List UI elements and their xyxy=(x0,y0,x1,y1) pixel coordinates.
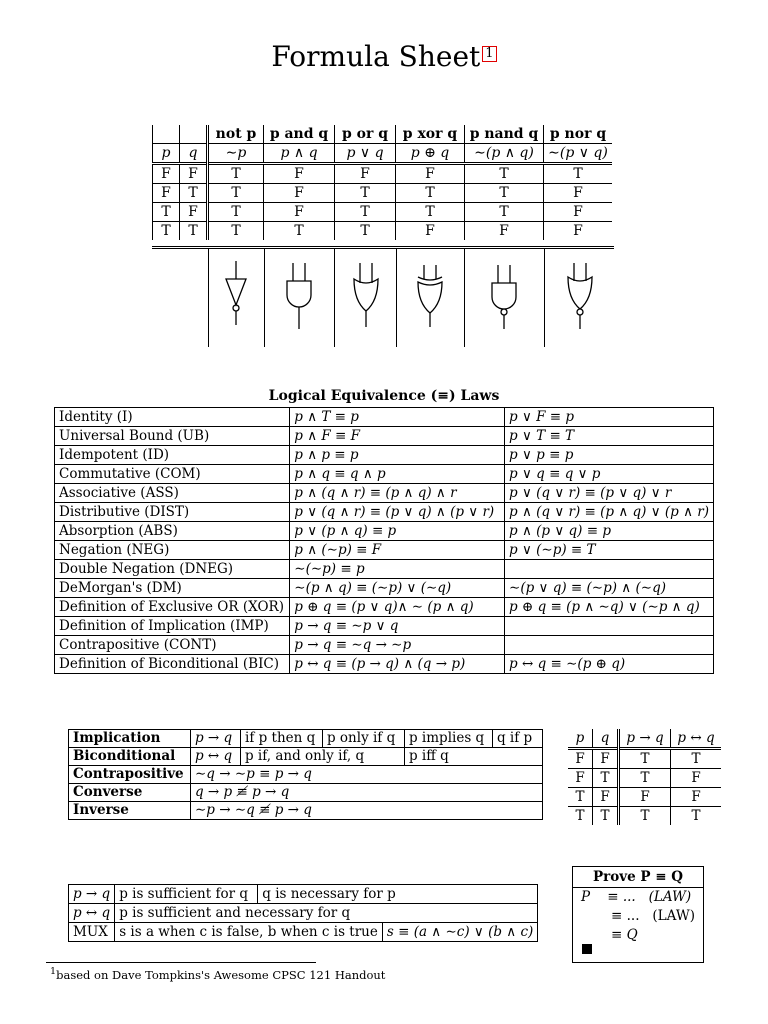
cell: T xyxy=(593,769,619,788)
cell: T xyxy=(208,222,264,241)
cell: p implies q xyxy=(405,730,493,748)
cell: q if p xyxy=(493,730,543,748)
symbol-xor: p ⊕ q xyxy=(396,144,465,164)
var-header-q: q xyxy=(180,144,208,164)
symbol-and: p ∧ q xyxy=(264,144,335,164)
cell: F xyxy=(264,203,335,222)
cell: F xyxy=(264,184,335,203)
law-name: Definition of Implication (IMP) xyxy=(55,617,290,636)
cell: p if, and only if, q xyxy=(241,748,405,766)
page-title: Formula Sheet 1 xyxy=(0,40,768,73)
footnote xyxy=(50,966,385,982)
cell: p is sufficient and necessary for q xyxy=(115,904,538,923)
cell: ∼p → ∼q ≢ p → q xyxy=(191,802,543,820)
law-name: Definition of Exclusive OR (XOR) xyxy=(55,598,290,617)
law-formula: p ∨ (p ∧ q) ≡ p xyxy=(290,522,505,541)
or-gate-icon xyxy=(354,263,378,327)
cell: F xyxy=(691,789,701,805)
cell: T xyxy=(619,769,671,788)
cell: F xyxy=(593,788,619,807)
header-not-p: not p xyxy=(208,125,264,144)
cell: p only if q xyxy=(323,730,405,748)
table-row xyxy=(55,522,714,541)
cell: q is necessary for p xyxy=(258,885,538,904)
cell: T xyxy=(593,807,619,826)
table-row xyxy=(55,408,714,427)
table-row xyxy=(69,730,543,748)
law-name: Contrapositive (CONT) xyxy=(55,636,290,655)
law-name: Idempotent (ID) xyxy=(55,446,290,465)
table-row xyxy=(153,164,613,184)
header-nor: p nor q xyxy=(549,126,607,142)
header-or: p or q xyxy=(335,125,396,144)
cell: MUX xyxy=(69,923,115,942)
cell: F xyxy=(180,203,208,222)
row-label: Implication xyxy=(69,730,191,748)
table-row xyxy=(55,560,714,579)
table-row xyxy=(55,503,714,522)
cell: F xyxy=(396,222,465,241)
cell: F xyxy=(568,769,593,788)
table-row xyxy=(55,579,714,598)
table-row xyxy=(568,807,721,826)
cell: T xyxy=(396,184,465,203)
table-row xyxy=(55,465,714,484)
law-name: DeMorgan's (DM) xyxy=(55,579,290,598)
cell: F xyxy=(568,749,593,769)
law-formula: p → q ≡ ∼p ∨ q xyxy=(290,617,505,636)
truth-table xyxy=(152,125,612,240)
cell: T xyxy=(208,164,264,184)
proof-line: P ≡ ... (LAW) xyxy=(581,889,692,905)
cell: p ↔ q xyxy=(69,904,115,923)
header-implies: p → q xyxy=(619,729,671,749)
cell: F xyxy=(573,223,583,239)
cell: T xyxy=(691,808,701,824)
cell: p → q xyxy=(69,885,115,904)
table-row xyxy=(55,598,714,617)
prove-box xyxy=(572,866,704,963)
law-formula: p ↔ q ≡ ∼(p ⊕ q) xyxy=(505,655,714,674)
table-row xyxy=(69,748,543,766)
row-label: Biconditional xyxy=(69,748,191,766)
cell: F xyxy=(573,204,583,220)
cell: p is sufficient for q xyxy=(115,885,258,904)
table-row xyxy=(568,769,721,788)
law-formula: p ∧ p ≡ p xyxy=(290,446,505,465)
symbol-nand: ∼(p ∧ q) xyxy=(465,144,544,164)
footnote-text: based on Dave Tompkins's Awesome CPSC 121 Handout xyxy=(56,967,386,982)
qed-square-icon xyxy=(582,944,592,954)
cell: F xyxy=(691,770,701,786)
cell: s is a when c is false, b when c is true xyxy=(115,923,383,942)
cell: F xyxy=(396,164,465,184)
law-formula: p ∨ (q ∧ r) ≡ (p ∨ q) ∧ (p ∨ r) xyxy=(290,503,505,522)
table-row xyxy=(55,446,714,465)
law-formula xyxy=(505,560,714,579)
xor-gate-icon xyxy=(418,265,442,327)
law-formula: p ∧ (q ∨ r) ≡ (p ∧ q) ∨ (p ∧ r) xyxy=(505,503,714,522)
cell: T xyxy=(465,184,544,203)
law-formula: p ∧ (q ∧ r) ≡ (p ∧ q) ∧ r xyxy=(290,484,505,503)
law-formula: p ∨ (∼p) ≡ T xyxy=(505,541,714,560)
cell: F xyxy=(153,184,180,203)
header-iff: p ↔ q xyxy=(677,730,715,746)
cell: T xyxy=(180,222,208,241)
table-row xyxy=(153,184,613,203)
nor-gate-icon xyxy=(568,263,592,329)
proof-line: ≡ ... (LAW) xyxy=(581,908,695,924)
cell: T xyxy=(691,751,701,767)
iff-truth-table xyxy=(568,729,721,825)
law-formula: p ∧ (∼p) ≡ F xyxy=(290,541,505,560)
cell: T xyxy=(568,788,593,807)
symbol-nor: ∼(p ∨ q) xyxy=(548,145,608,161)
table-row xyxy=(55,636,714,655)
var-header-p: p xyxy=(153,144,180,164)
cell: F xyxy=(619,788,671,807)
row-label: Inverse xyxy=(69,802,191,820)
law-name: Commutative (COM) xyxy=(55,465,290,484)
law-name: Identity (I) xyxy=(55,408,290,427)
cell: F xyxy=(593,749,619,769)
table-row xyxy=(568,749,721,769)
law-formula: p ↔ q ≡ (p → q) ∧ (q → p) xyxy=(290,655,505,674)
cell: T xyxy=(335,184,396,203)
law-formula: p ∨ q ≡ q ∨ p xyxy=(505,465,714,484)
cell: q → p ≢ p → q xyxy=(191,784,543,802)
table-row xyxy=(69,784,543,802)
cell: p ↔ q xyxy=(191,748,241,766)
cell: T xyxy=(619,807,671,826)
table-row xyxy=(55,427,714,446)
table-row xyxy=(69,923,538,942)
table-row xyxy=(55,484,714,503)
law-formula: ∼(∼p) ≡ p xyxy=(290,560,505,579)
gate-symbols xyxy=(152,246,614,347)
cell: T xyxy=(465,203,544,222)
law-name: Definition of Biconditional (BIC) xyxy=(55,655,290,674)
law-formula: p ∧ F ≡ F xyxy=(290,427,505,446)
row-label: Contrapositive xyxy=(69,766,191,784)
table-row xyxy=(153,203,613,222)
law-formula: p ⊕ q ≡ (p ∨ q)∧ ∼ (p ∧ q) xyxy=(290,598,505,617)
cell: T xyxy=(153,222,180,241)
header-nand: p nand q xyxy=(465,125,544,144)
symbol-or: p ∨ q xyxy=(335,144,396,164)
cell: T xyxy=(208,203,264,222)
header-and: p and q xyxy=(264,125,335,144)
law-formula: p ∨ T ≡ T xyxy=(505,427,714,446)
header-p: p xyxy=(568,729,593,749)
footnote-mark: 1 xyxy=(50,966,57,977)
row-label: Converse xyxy=(69,784,191,802)
cell: F xyxy=(180,164,208,184)
law-name: Negation (NEG) xyxy=(55,541,290,560)
law-name: Associative (ASS) xyxy=(55,484,290,503)
cell: T xyxy=(568,807,593,826)
cell: T xyxy=(264,222,335,241)
header-q: q xyxy=(593,729,619,749)
cell: p → q xyxy=(191,730,241,748)
law-formula xyxy=(505,617,714,636)
sufficiency-table xyxy=(68,884,538,942)
cell: F xyxy=(264,164,335,184)
cell: T xyxy=(180,184,208,203)
law-name: Distributive (DIST) xyxy=(55,503,290,522)
cell: F xyxy=(335,164,396,184)
footnote-divider xyxy=(46,962,316,963)
law-formula: p ∨ (q ∨ r) ≡ (p ∨ q) ∨ r xyxy=(505,484,714,503)
laws-title: Logical Equivalence (≡) Laws xyxy=(268,388,500,404)
table-row xyxy=(69,802,543,820)
law-formula xyxy=(505,636,714,655)
cell: if p then q xyxy=(241,730,323,748)
cell: T xyxy=(465,164,544,184)
proof-line: ≡ Q xyxy=(581,927,638,943)
law-formula: ∼(p ∧ q) ≡ (∼p) ∨ (∼q) xyxy=(290,579,505,598)
footnote-link[interactable]: 1 xyxy=(482,46,496,62)
table-row xyxy=(568,788,721,807)
cell: T xyxy=(619,749,671,769)
cell: T xyxy=(573,166,583,182)
implication-table xyxy=(68,729,543,820)
law-formula: p ∧ T ≡ p xyxy=(290,408,505,427)
table-row xyxy=(69,766,543,784)
cell: F xyxy=(573,185,583,201)
table-row xyxy=(153,222,613,241)
laws-table xyxy=(54,407,714,674)
law-formula: p → q ≡ ∼q → ∼p xyxy=(290,636,505,655)
table-row xyxy=(69,885,538,904)
law-formula: p ∨ p ≡ p xyxy=(505,446,714,465)
cell: T xyxy=(335,203,396,222)
nand-gate-icon xyxy=(492,265,516,329)
cell: ∼q → ∼p ≡ p → q xyxy=(191,766,543,784)
cell: F xyxy=(153,164,180,184)
cell: T xyxy=(335,222,396,241)
law-name: Universal Bound (UB) xyxy=(55,427,290,446)
and-gate-icon xyxy=(287,263,311,329)
cell: F xyxy=(465,222,544,241)
symbol-not: ∼p xyxy=(208,144,264,164)
law-formula: ∼(p ∨ q) ≡ (∼p) ∧ (∼q) xyxy=(505,579,714,598)
prove-title: Prove P ≡ Q xyxy=(573,867,703,888)
law-formula: p ∧ q ≡ q ∧ p xyxy=(290,465,505,484)
cell: s ≡ (a ∧ ∼c) ∨ (b ∧ c) xyxy=(382,923,537,942)
law-formula: p ∨ F ≡ p xyxy=(505,408,714,427)
table-row xyxy=(69,904,538,923)
law-formula: p ⊕ q ≡ (p ∧ ∼q) ∨ (∼p ∧ q) xyxy=(505,598,714,617)
law-name: Double Negation (DNEG) xyxy=(55,560,290,579)
cell: T xyxy=(153,203,180,222)
header-xor: p xor q xyxy=(396,125,465,144)
law-formula: p ∧ (p ∨ q) ≡ p xyxy=(505,522,714,541)
cell: T xyxy=(396,203,465,222)
cell: T xyxy=(208,184,264,203)
table-row xyxy=(55,655,714,674)
table-row xyxy=(55,541,714,560)
cell: p iff q xyxy=(405,748,543,766)
table-row xyxy=(55,617,714,636)
law-name: Absorption (ABS) xyxy=(55,522,290,541)
not-gate-icon xyxy=(226,261,246,325)
